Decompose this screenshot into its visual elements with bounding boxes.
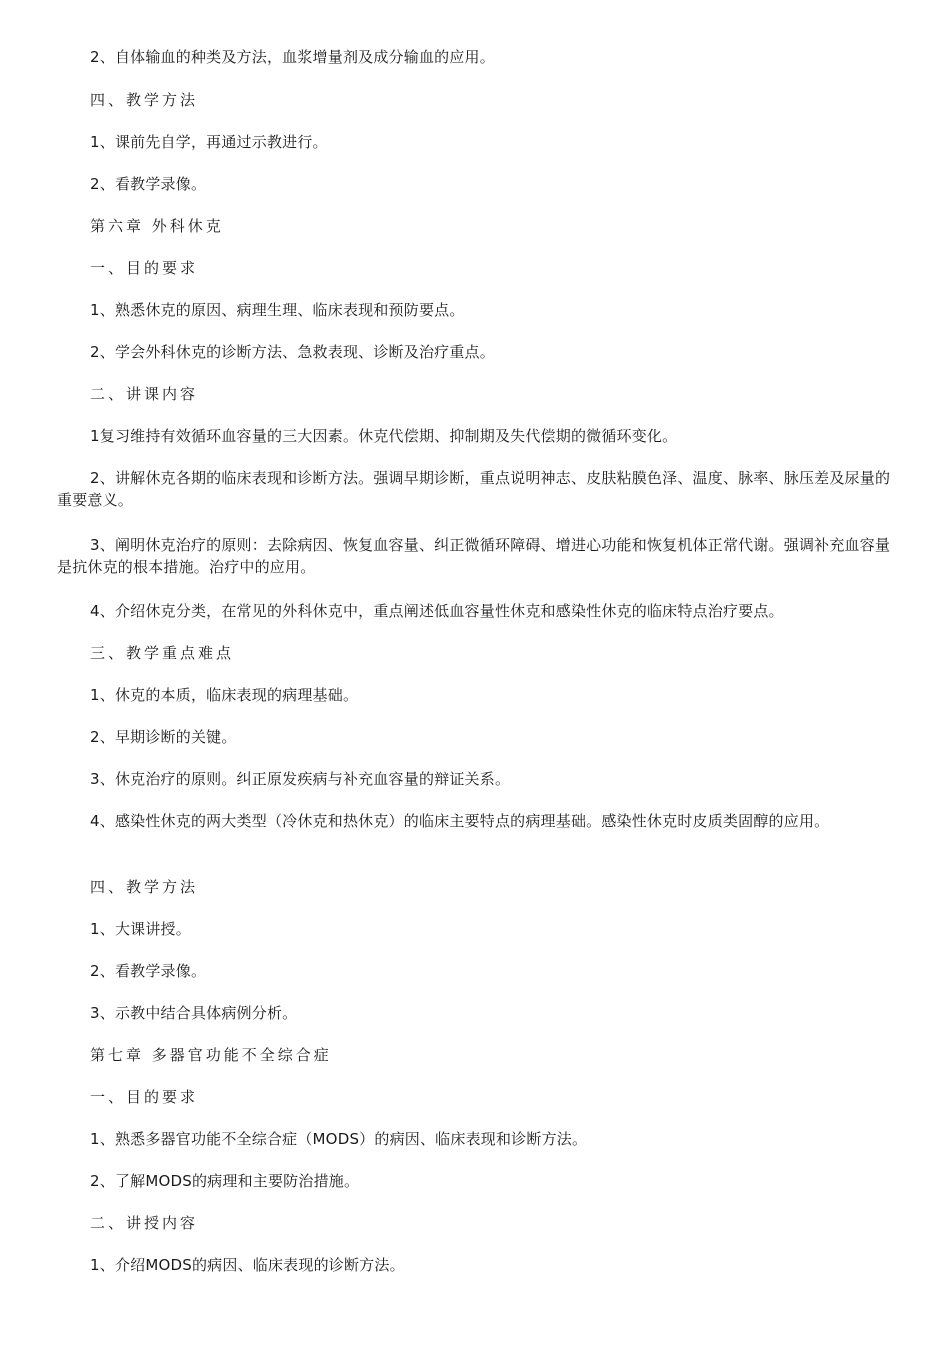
section-heading: 一、目的要求 <box>90 1088 199 1106</box>
section-heading: 三、教学重点难点 <box>90 644 235 662</box>
paragraph: 4、介绍休克分类，在常见的外科休克中，重点阐述低血容量性休克和感染性休克的临床特点治疗要点。 <box>90 602 784 620</box>
paragraph: 2、了解MODS的病理和主要防治措施。 <box>90 1172 360 1190</box>
paragraph: 2、学会外科休克的诊断方法、急救表现、诊断及治疗重点。 <box>90 343 495 361</box>
paragraph: 2、早期诊断的关键。 <box>90 728 237 746</box>
paragraph: 3、休克治疗的原则。纠正原发疾病与补充血容量的辩证关系。 <box>90 770 511 788</box>
paragraph: 1、休克的本质，临床表现的病理基础。 <box>90 686 359 704</box>
paragraph: 1复习维持有效循环血容量的三大因素。休克代偿期、抑制期及失代偿期的微循环变化。 <box>90 427 678 445</box>
paragraph: 2、看教学录像。 <box>90 175 207 193</box>
paragraph: 2、讲解休克各期的临床表现和诊断方法。强调早期诊断，重点说明神志、皮肤粘膜色泽、温度、脉率、脉压差及尿量的重要意义。 <box>57 469 891 509</box>
paragraph: 1、大课讲授。 <box>90 920 191 938</box>
section-heading: 二、讲授内容 <box>90 1214 199 1232</box>
paragraph: 2、看教学录像。 <box>90 962 207 980</box>
section-heading: 四、教学方法 <box>90 91 199 109</box>
paragraph: 1、熟悉多器官功能不全综合症（MODS）的病因、临床表现和诊断方法。 <box>90 1130 588 1148</box>
paragraph: 1、课前先自学，再通过示教进行。 <box>90 133 328 151</box>
paragraph: 4、感染性休克的两大类型（冷休克和热休克）的临床主要特点的病理基础。感染性休克时皮质类固醇的应用。 <box>90 812 830 830</box>
paragraph: 1、介绍MODS的病因、临床表现的诊断方法。 <box>90 1256 405 1274</box>
paragraph: 1、熟悉休克的原因、病理生理、临床表现和预防要点。 <box>90 301 465 319</box>
section-heading: 一、目的要求 <box>90 259 199 277</box>
chapter-heading: 第六章 外科休克 <box>90 217 224 235</box>
section-heading: 二、讲课内容 <box>90 385 199 403</box>
section-heading: 四、教学方法 <box>90 878 199 896</box>
paragraph: 3、示教中结合具体病例分析。 <box>90 1004 298 1022</box>
paragraph: 2、自体输血的种类及方法，血浆增量剂及成分输血的应用。 <box>90 48 495 66</box>
chapter-heading: 第七章 多器官功能不全综合症 <box>90 1046 332 1064</box>
paragraph: 3、阐明休克治疗的原则：去除病因、恢复血容量、纠正微循环障碍、增进心功能和恢复机体正常代谢。强调补充血容量是抗休克的根本措施。治疗中的应用。 <box>57 536 891 576</box>
